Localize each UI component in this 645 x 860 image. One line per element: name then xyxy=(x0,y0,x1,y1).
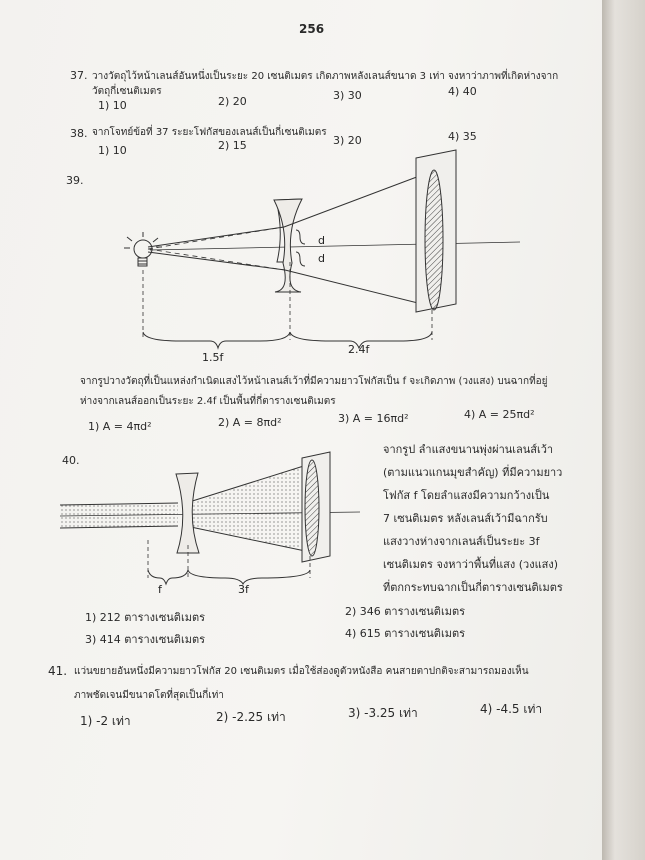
q39-number: 39. xyxy=(66,174,84,187)
q38-text: จากโจทย์ข้อที่ 37 ระยะโฟกัสของเลนส์เป็นกี่เซนติเมตร xyxy=(92,127,327,138)
q37-choice-4: 4) 40 xyxy=(448,85,477,98)
q40-label-f: f xyxy=(158,583,162,596)
q38-choice-1: 1) 10 xyxy=(98,144,127,157)
q37-choice-1: 1) 10 xyxy=(98,99,127,112)
q38-choice-4: 4) 35 xyxy=(448,130,477,143)
q40-choice-1: 1) 212 ตารางเซนติเมตร xyxy=(85,611,206,624)
q41-choice-1: 1) -2 เท่า xyxy=(80,714,131,728)
q40-text-line1: จากรูป ลำแสงขนานพุ่งผ่านเลนส์เว้า xyxy=(383,443,554,456)
q40-text-line3: โฟกัส f โดยลำแสงมีความกว้างเป็น xyxy=(383,489,550,502)
q39-text-line1: จากรูปวางวัตถุที่เป็นแหล่งกำเนิดแสงไว้หน้าเลนส์เว้าที่มีความยาวโฟกัสเป็น f จะเกิดภาพ (วงแสง) บนฉากที่อยู่ xyxy=(80,376,548,387)
page-number: 256 xyxy=(299,22,325,36)
q39-label-2-4f: 2.4f xyxy=(348,343,370,356)
q40-text-line5: แสงวางห่างจากเลนส์เป็นระยะ 3f xyxy=(383,535,540,548)
q40-choice-3: 3) 414 ตารางเซนติเมตร xyxy=(85,633,206,646)
q38-choice-2: 2) 15 xyxy=(218,139,247,152)
q37-choice-2: 2) 20 xyxy=(218,95,247,108)
q37-text-line1: วางวัตถุไว้หน้าเลนส์อันหนึ่งเป็นระยะ 20 เซนติเมตร เกิดภาพหลังเลนส์ขนาด 3 เท่า จงหาว่าภาพที่เกิดห่างจาก xyxy=(92,71,559,82)
q39-choice-2: 2) A = 8πd² xyxy=(218,416,282,429)
q41-number: 41. xyxy=(48,664,68,678)
q41-text-line1: แว่นขยายอันหนึ่งมีความยาวโฟกัส 20 เซนติเมตร เมื่อใช้ส่องดูตัวหนังสือ คนสายตาปกติจะสามารถมองเห็น xyxy=(74,666,529,677)
q39-text-line2: ห่างจากเลนส์ออกเป็นระยะ 2.4f เป็นพื้นที่กี่ตารางเซนติเมตร xyxy=(80,396,336,407)
q41-choice-2: 2) -2.25 เท่า xyxy=(216,710,286,724)
q39-choice-4: 4) A = 25πd² xyxy=(464,408,535,421)
q40-label-3f: 3f xyxy=(238,583,249,596)
q37-number: 37. xyxy=(70,69,88,82)
q40-text-line6: เซนติเมตร จงหาว่าพื้นที่แสง (วงแสง) xyxy=(383,558,559,571)
q40-choice-4: 4) 615 ตารางเซนติเมตร xyxy=(345,627,466,640)
q39-choice-3: 3) A = 16πd² xyxy=(338,412,409,425)
next-page-edge xyxy=(602,0,645,860)
q40-text-line4: 7 เซนติเมตร หลังเลนส์เว้ามีฉากรับ xyxy=(383,512,548,525)
q39-label-d2: d xyxy=(318,252,325,265)
q40-text-line2: (ตามแนวแกนมุขสำคัญ) ที่มีความยาว xyxy=(383,466,563,479)
q39-choice-1: 1) A = 4πd² xyxy=(88,420,152,433)
q41-choice-4: 4) -4.5 เท่า xyxy=(480,702,543,716)
q38-number: 38. xyxy=(70,127,88,140)
q40-choice-2: 2) 346 ตารางเซนติเมตร xyxy=(345,605,466,618)
q39-label-d1: d xyxy=(318,234,325,247)
q41-text-line2: ภาพชัดเจนมีขนาดโตที่สุดเป็นกี่เท่า xyxy=(74,690,224,701)
q40-text-line7: ที่ตกกระทบฉากเป็นกี่ตารางเซนติเมตร xyxy=(383,581,563,594)
q37-text-line2: วัตถุกี่เซนติเมตร xyxy=(92,86,162,97)
q37-choice-3: 3) 30 xyxy=(333,89,362,102)
q38-choice-3: 3) 20 xyxy=(333,134,362,147)
q40-number: 40. xyxy=(62,454,80,467)
q39-label-1-5f: 1.5f xyxy=(202,351,224,364)
q41-choice-3: 3) -3.25 เท่า xyxy=(348,706,418,720)
